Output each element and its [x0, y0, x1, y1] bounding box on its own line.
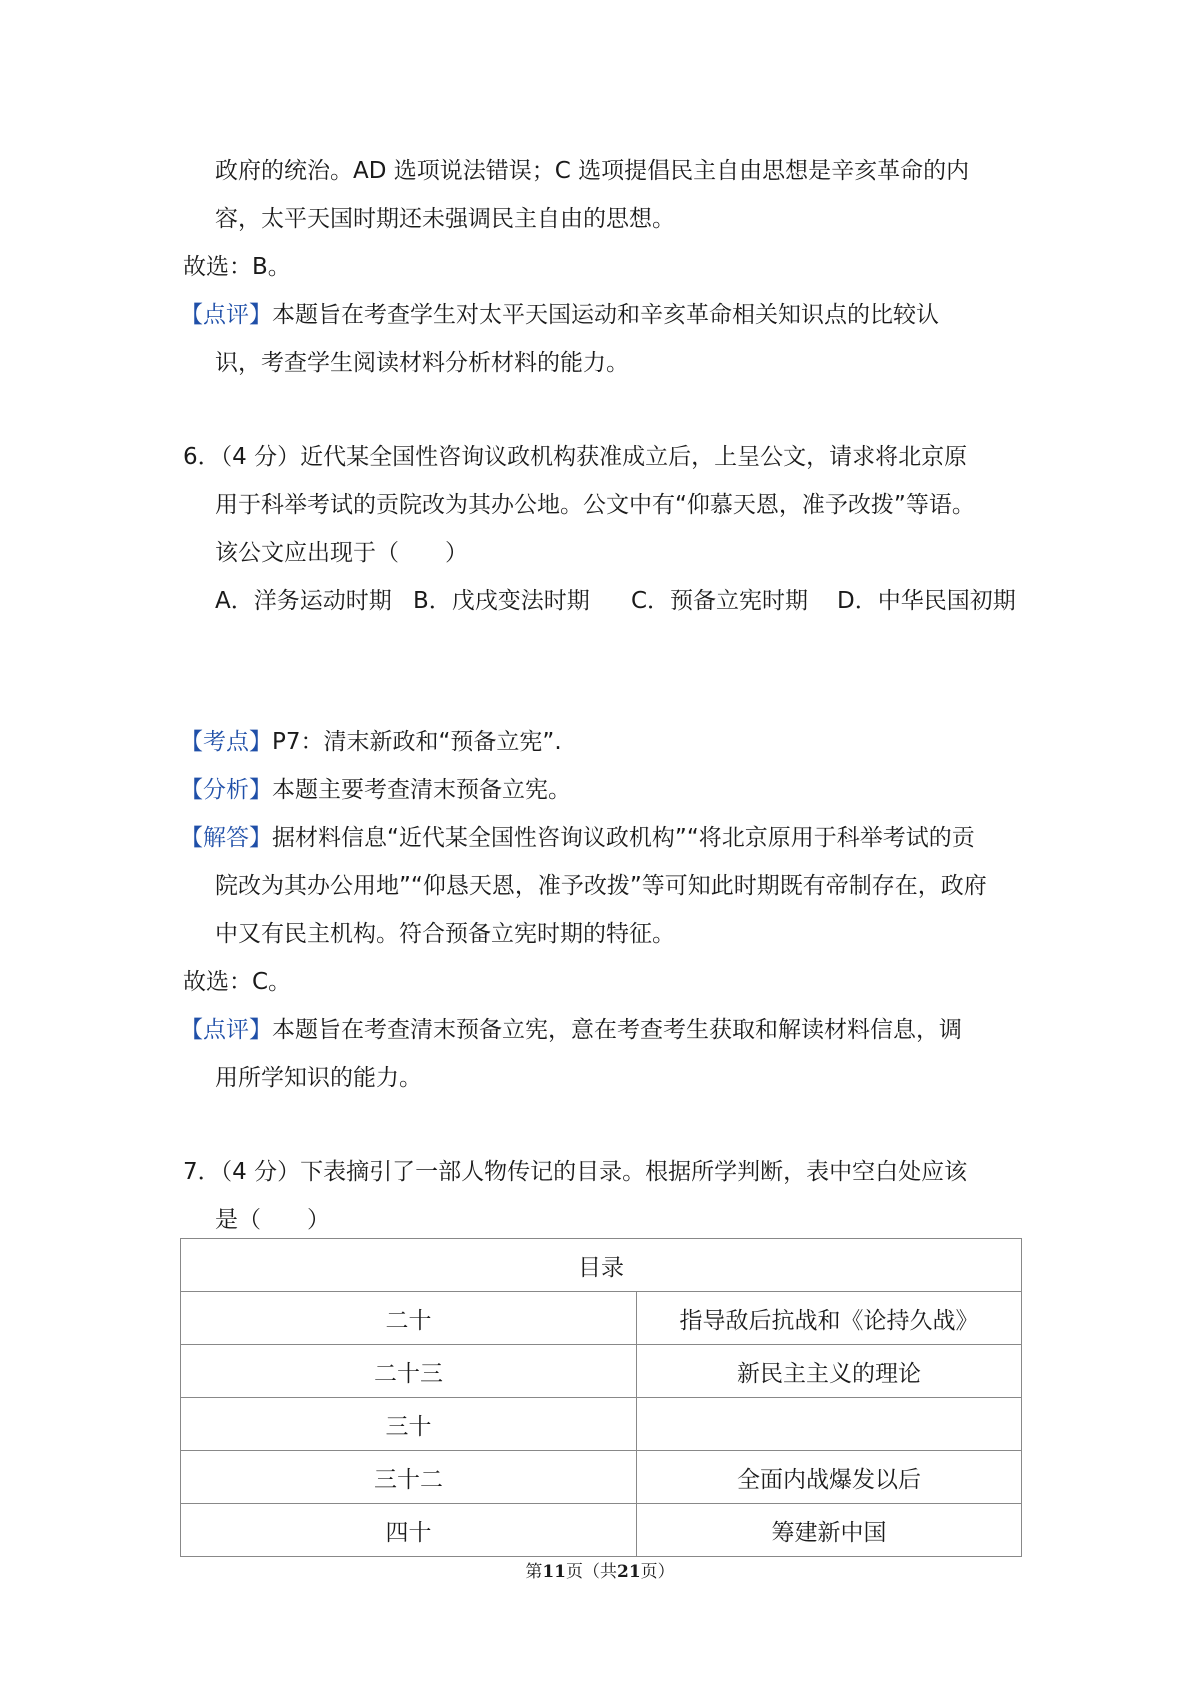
jieda-text: 据材料信息“近代某全国性咨询议政机构”“将北京原用于科举考试的贡 — [272, 825, 975, 851]
fenxi-tag: 【分析】 — [180, 777, 272, 803]
q6-option-c: C．预备立宪时期 — [631, 588, 809, 614]
q6-jieda-line-2: 院改为其办公用地”“仰恳天恩，准予改拨”等可知此时期既有帝制存在，政府 — [215, 873, 987, 899]
footer-post: 页） — [640, 1562, 675, 1582]
footer-pre: 第 — [525, 1562, 543, 1582]
prev-comment-line-2: 识，考查学生阅读材料分析材料的能力。 — [215, 350, 629, 376]
q6-jieda-line-1 — [180, 821, 975, 855]
chapter-number: 二十三 — [181, 1345, 637, 1398]
comment-tag: 【点评】 — [180, 302, 272, 328]
q6-comment-line-1 — [180, 1013, 962, 1047]
prev-text-line-2: 容，太平天国时期还未强调民主自由的思想。 — [215, 206, 675, 232]
table-row — [181, 1345, 1022, 1398]
table-row — [181, 1504, 1022, 1557]
kaodian-tag: 【考点】 — [180, 729, 272, 755]
chapter-title: 新民主主义的理论 — [637, 1345, 1022, 1398]
comment-text: 本题旨在考查学生对太平天国运动和辛亥革命相关知识点的比较认 — [272, 302, 939, 328]
table-row — [181, 1292, 1022, 1345]
q6-kaodian — [180, 725, 562, 759]
q6-option-a: A．洋务运动时期 — [215, 588, 392, 614]
chapter-title-blank — [637, 1398, 1022, 1451]
q6-stem-line-1: 6．（4 分）近代某全国性咨询议政机构获准成立后，上呈公文，请求将北京原 — [183, 444, 968, 470]
chapter-number: 四十 — [181, 1504, 637, 1557]
comment-tag: 【点评】 — [180, 1017, 272, 1043]
chapter-number: 三十二 — [181, 1451, 637, 1504]
footer-total-pages: 21 — [617, 1562, 641, 1582]
table-header-cell: 目录 — [181, 1239, 1022, 1292]
table-row — [181, 1398, 1022, 1451]
table-row — [181, 1451, 1022, 1504]
page-footer — [0, 1557, 1200, 1582]
q6-stem-line-3: 该公文应出现于（ ） — [215, 540, 468, 566]
toc-table — [180, 1238, 1022, 1557]
q6-answer: 故选：C。 — [183, 969, 292, 995]
q6-option-d: D．中华民国初期 — [837, 588, 1016, 614]
q6-fenxi — [180, 773, 571, 807]
comment-text: 本题旨在考查清末预备立宪，意在考查考生获取和解读材料信息，调 — [272, 1017, 962, 1043]
prev-text-line-1: 政府的统治。AD 选项说法错误；C 选项提倡民主自由思想是辛亥革命的内 — [215, 158, 970, 184]
q6-stem-line-2: 用于科举考试的贡院改为其办公地。公文中有“仰慕天恩，准予改拨”等语。 — [215, 492, 975, 518]
chapter-title: 指导敌后抗战和《论持久战》 — [637, 1292, 1022, 1345]
q6-jieda-line-3: 中又有民主机构。符合预备立宪时期的特征。 — [215, 921, 675, 947]
q6-option-b: B．戊戌变法时期 — [413, 588, 590, 614]
chapter-number: 三十 — [181, 1398, 637, 1451]
q7-stem-line-1: 7．（4 分）下表摘引了一部人物传记的目录。根据所学判断，表中空白处应该 — [183, 1159, 968, 1185]
chapter-title: 全面内战爆发以后 — [637, 1451, 1022, 1504]
footer-page-number: 11 — [542, 1562, 566, 1582]
chapter-title: 筹建新中国 — [637, 1504, 1022, 1557]
q7-stem-line-2: 是（ ） — [215, 1207, 330, 1233]
footer-mid: 页（共 — [566, 1562, 617, 1582]
chapter-number: 二十 — [181, 1292, 637, 1345]
q6-comment-line-2: 用所学知识的能力。 — [215, 1065, 422, 1091]
prev-comment-line-1 — [180, 298, 939, 332]
kaodian-text: P7：清末新政和“预备立宪”. — [272, 729, 562, 755]
prev-answer: 故选：B。 — [183, 254, 291, 280]
table-header-row — [181, 1239, 1022, 1292]
fenxi-text: 本题主要考查清末预备立宪。 — [272, 777, 571, 803]
q6-options — [215, 584, 1016, 618]
jieda-tag: 【解答】 — [180, 825, 272, 851]
